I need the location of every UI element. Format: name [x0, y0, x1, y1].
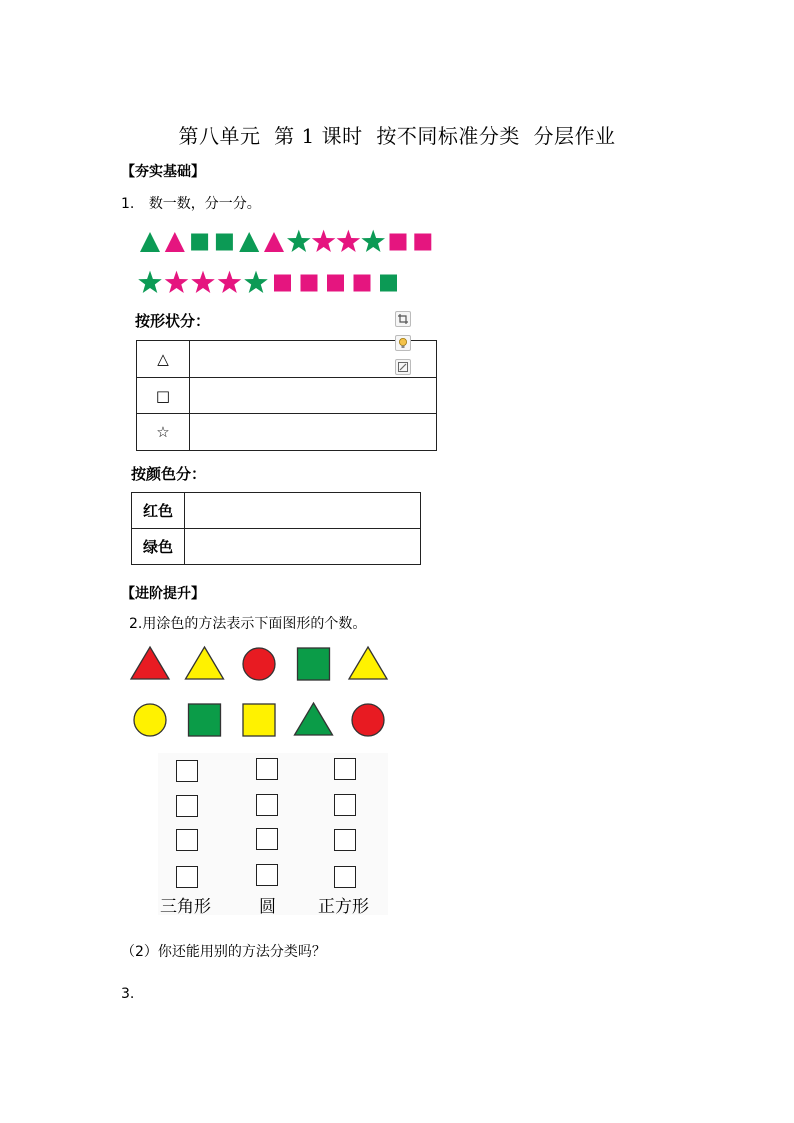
- category-label-circle: 圆: [259, 897, 276, 917]
- shape-table-row: [137, 378, 437, 414]
- shape-table-row: [137, 414, 437, 451]
- circle-figure: [352, 704, 384, 736]
- square-shape: [414, 234, 431, 251]
- color-table-label: 按颜色分：: [131, 465, 207, 483]
- red-label-cell: 红色: [132, 493, 185, 529]
- shape-table: [136, 340, 437, 451]
- triangle-shape: [264, 232, 284, 252]
- triangle-figure: [349, 647, 387, 679]
- star-answer-cell[interactable]: [190, 414, 437, 451]
- triangle-figure: [295, 703, 333, 735]
- category-label-square: 正方形: [318, 897, 369, 917]
- square-shape: [301, 275, 318, 292]
- star-shape: [287, 230, 311, 252]
- circle-figure: [243, 648, 275, 680]
- star-shape: [337, 230, 361, 252]
- star-shape: [138, 271, 162, 293]
- section-basic-heading: 【夯实基础】: [121, 164, 205, 180]
- shape-row-1: [132, 228, 452, 256]
- star-shape: [218, 271, 242, 293]
- star-shape: [191, 271, 215, 293]
- star-shape: [165, 271, 189, 293]
- color-table: [131, 492, 421, 565]
- question-2-sub: （2）你还能用别的方法分类吗？: [121, 944, 326, 960]
- circle-figure: [134, 704, 166, 736]
- square-shape: [216, 234, 233, 251]
- circle-tally-box[interactable]: [256, 794, 278, 816]
- square-shape: [354, 275, 371, 292]
- triangle-shape: [165, 232, 185, 252]
- square-shape: [191, 234, 208, 251]
- square-shape: [327, 275, 344, 292]
- category-label-triangle: 三角形: [160, 897, 211, 917]
- triangle-symbol-cell: △: [137, 341, 190, 378]
- triangle-shape: [140, 232, 160, 252]
- question-1-number: 1.: [121, 196, 135, 212]
- triangle-figure: [131, 647, 169, 679]
- square-figure: [189, 704, 221, 736]
- square-figure: [298, 648, 330, 680]
- triangle-figure: [186, 647, 224, 679]
- question-3-number: 3.: [121, 986, 135, 1002]
- square-shape: [390, 234, 407, 251]
- edit-icon[interactable]: [395, 359, 411, 375]
- star-shape: [361, 230, 385, 252]
- green-answer-cell[interactable]: [185, 529, 421, 565]
- crop-icon[interactable]: [395, 311, 411, 327]
- triangle-tally-box[interactable]: [176, 866, 198, 888]
- green-label-cell: 绿色: [132, 529, 185, 565]
- shape-table-label: 按形状分：: [135, 312, 211, 330]
- star-shape: [312, 230, 336, 252]
- lightbulb-icon[interactable]: [395, 335, 411, 351]
- red-answer-cell[interactable]: [185, 493, 421, 529]
- star-shape: [244, 271, 268, 293]
- triangle-tally-box[interactable]: [176, 795, 198, 817]
- square-tally-box[interactable]: [334, 866, 356, 888]
- circle-tally-box[interactable]: [256, 864, 278, 886]
- square-figure: [243, 704, 275, 736]
- circle-tally-box[interactable]: [256, 758, 278, 780]
- square-answer-cell[interactable]: [190, 378, 437, 414]
- question-1: [121, 193, 261, 213]
- square-tally-box[interactable]: [334, 794, 356, 816]
- page-title: 第八单元 第 1 课时 按不同标准分类 分层作业: [178, 124, 616, 148]
- question-1-text: 数一数，分一分。: [148, 196, 261, 212]
- square-tally-box[interactable]: [334, 829, 356, 851]
- square-symbol-cell: □: [137, 378, 190, 414]
- circle-tally-box[interactable]: [256, 828, 278, 850]
- question-2-text: 2.用涂色的方法表示下面图形的个数。: [129, 616, 367, 632]
- color-table-row: [132, 493, 421, 529]
- triangle-tally-box[interactable]: [176, 760, 198, 782]
- shape-table-row: [137, 341, 437, 378]
- star-symbol-cell: ☆: [137, 414, 190, 451]
- shape-row-2: [132, 268, 452, 298]
- section-advanced-heading: 【进阶提升】: [121, 586, 205, 602]
- square-tally-box[interactable]: [334, 758, 356, 780]
- color-table-row: [132, 529, 421, 565]
- triangle-shape: [239, 232, 259, 252]
- figure-row-1: [128, 643, 398, 685]
- figure-row-2: [128, 699, 398, 741]
- square-shape: [274, 275, 291, 292]
- triangle-tally-box[interactable]: [176, 829, 198, 851]
- square-shape: [380, 275, 397, 292]
